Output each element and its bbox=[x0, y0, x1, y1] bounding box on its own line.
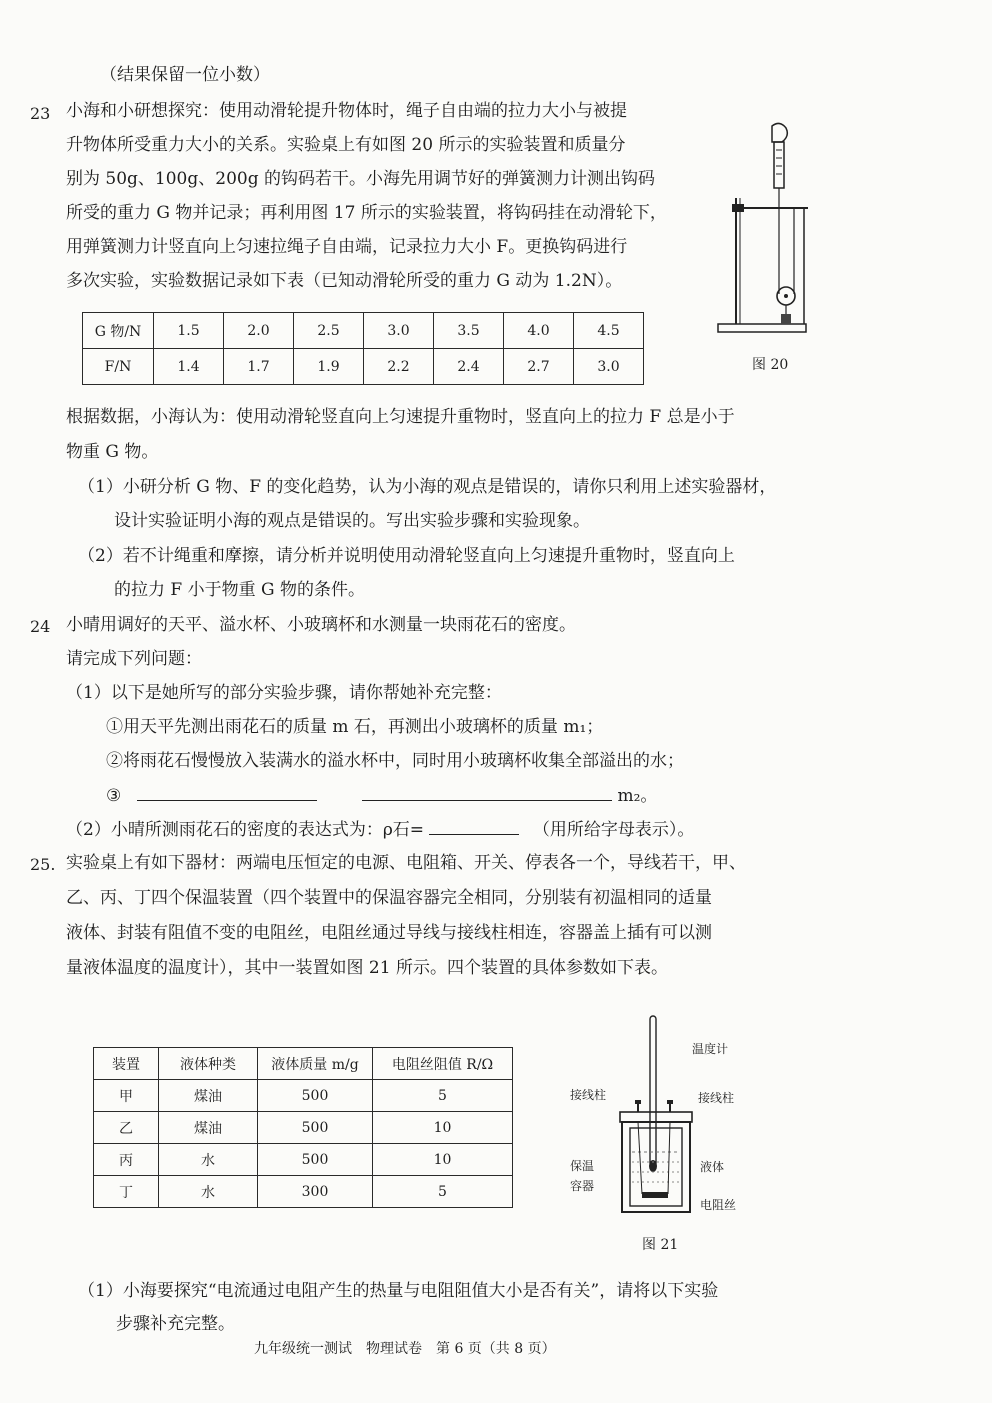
table-cell: 4.0 bbox=[504, 313, 574, 349]
label-terminal-left: 接线柱 bbox=[570, 1088, 607, 1102]
table-header-row bbox=[94, 1048, 513, 1080]
table-cell: 4.5 bbox=[574, 313, 644, 349]
q25-line: 量液体温度的温度计），其中一装置如图 21 所示。四个装置的具体参数如下表。 bbox=[66, 958, 668, 978]
question-24-number: 24 bbox=[30, 617, 51, 636]
table-cell: 2.7 bbox=[504, 349, 574, 385]
question-25-number: 25. bbox=[30, 855, 56, 874]
q23-sub1-line: 设计实验证明小海的观点是错误的。写出实验步骤和实验现象。 bbox=[114, 511, 590, 531]
table-row bbox=[94, 1080, 513, 1112]
label-thermometer: 温度计 bbox=[692, 1042, 729, 1056]
table-cell: 水 bbox=[159, 1176, 258, 1208]
column-header: 装置 bbox=[94, 1048, 159, 1080]
table-cell: 2.4 bbox=[434, 349, 504, 385]
table-cell: 5 bbox=[373, 1080, 513, 1112]
q23-after-line: 根据数据，小海认为：使用动滑轮竖直向上匀速提升重物时，竖直向上的拉力 F 总是小于 bbox=[66, 407, 735, 427]
q24-sub2-suffix: （用所给字母表示）。 bbox=[532, 820, 695, 840]
q23-sub2-line: 的拉力 F 小于物重 G 物的条件。 bbox=[114, 580, 365, 600]
q25-device-table bbox=[93, 1047, 513, 1208]
result-note: （结果保留一位小数） bbox=[100, 65, 270, 85]
q23-line: 升物体所受重力大小的关系。实验桌上有如图 20 所示的实验装置和质量分 bbox=[66, 135, 626, 155]
label-terminal-right: 接线柱 bbox=[698, 1091, 735, 1105]
q24-line: 请完成下列问题： bbox=[66, 649, 202, 669]
q24-step3 bbox=[106, 784, 657, 807]
table-cell: 2.5 bbox=[294, 313, 364, 349]
label-liquid: 液体 bbox=[700, 1160, 725, 1174]
table-cell: 丁 bbox=[94, 1176, 159, 1208]
column-header: 电阻丝阻值 R/Ω bbox=[373, 1048, 513, 1080]
row-label: G 物/N bbox=[83, 313, 154, 349]
table-cell: 乙 bbox=[94, 1112, 159, 1144]
q23-line: 用弹簧测力计竖直向上匀速拉绳子自由端，记录拉力大小 F。更换钩码进行 bbox=[66, 237, 628, 257]
q24-step1: ①用天平先测出雨花石的质量 m 石，再测出小玻璃杯的质量 m₁； bbox=[106, 717, 604, 737]
table-cell: 3.5 bbox=[434, 313, 504, 349]
q24-line: 小晴用调好的天平、溢水杯、小玻璃杯和水测量一块雨花石的密度。 bbox=[66, 615, 576, 635]
page-footer: 九年级统一测试 物理试卷 第 6 页（共 8 页） bbox=[254, 1341, 556, 1357]
table-cell: 煤油 bbox=[159, 1080, 258, 1112]
q23-line: 别为 50g、100g、200g 的钩码若干。小海先用调节好的弹簧测力计测出钩码 bbox=[66, 169, 655, 189]
row-label: F/N bbox=[83, 349, 154, 385]
q24-sub2-prefix: （2）小晴所测雨花石的密度的表达式为：ρ石= bbox=[66, 820, 425, 840]
table-cell: 1.5 bbox=[154, 313, 224, 349]
q23-line: 小海和小研想探究：使用动滑轮提升物体时，绳子自由端的拉力大小与被提 bbox=[66, 101, 627, 121]
table-cell: 煤油 bbox=[159, 1112, 258, 1144]
step3-blank[interactable] bbox=[137, 784, 317, 801]
table-cell: 3.0 bbox=[364, 313, 434, 349]
table-row bbox=[94, 1176, 513, 1208]
step3-blank-2[interactable] bbox=[362, 784, 612, 801]
q25-line: 液体、封装有阻值不变的电阻丝，电阻丝通过导线与接线柱相连，容器盖上插有可以测 bbox=[66, 923, 712, 943]
q23-data-table bbox=[82, 312, 644, 385]
table-cell: 1.4 bbox=[154, 349, 224, 385]
table-cell: 2.0 bbox=[224, 313, 294, 349]
figure-20-caption: 图 20 bbox=[752, 357, 789, 373]
q25-line: 实验桌上有如下器材：两端电压恒定的电源、电阻箱、开关、停表各一个，导线若干，甲、 bbox=[66, 853, 746, 873]
table-row bbox=[83, 349, 644, 385]
q23-line: 所受的重力 G 物并记录；再利用图 17 所示的实验装置，将钩码挂在动滑轮下， bbox=[66, 203, 667, 223]
column-header: 液体种类 bbox=[159, 1048, 258, 1080]
label-resistor-wire: 电阻丝 bbox=[700, 1198, 737, 1212]
table-row bbox=[94, 1144, 513, 1176]
table-cell: 1.9 bbox=[294, 349, 364, 385]
table-cell: 丙 bbox=[94, 1144, 159, 1176]
table-cell: 3.0 bbox=[574, 349, 644, 385]
q24-sub1: （1）以下是她所写的部分实验步骤，请你帮她补充完整： bbox=[66, 683, 502, 703]
table-row bbox=[83, 313, 644, 349]
pulley-apparatus-figure bbox=[712, 118, 822, 350]
table-cell: 10 bbox=[373, 1144, 513, 1176]
table-cell: 500 bbox=[258, 1144, 373, 1176]
q23-after-line: 物重 G 物。 bbox=[66, 442, 159, 462]
q23-sub1-line: （1）小研分析 G 物、F 的变化趋势，认为小海的观点是错误的，请你只利用上述实验器材， bbox=[78, 477, 777, 497]
table-cell: 500 bbox=[258, 1112, 373, 1144]
step3-marker: ③ bbox=[106, 786, 122, 806]
label-container: 保温容器 bbox=[570, 1159, 595, 1193]
table-cell: 2.2 bbox=[364, 349, 434, 385]
table-cell: 1.7 bbox=[224, 349, 294, 385]
table-cell: 水 bbox=[159, 1144, 258, 1176]
table-row bbox=[94, 1112, 513, 1144]
table-cell: 300 bbox=[258, 1176, 373, 1208]
step3-suffix: m₂。 bbox=[617, 786, 658, 806]
table-cell: 5 bbox=[373, 1176, 513, 1208]
q23-sub2-line: （2）若不计绳重和摩擦，请分析并说明使用动滑轮竖直向上匀速提升重物时，竖直向上 bbox=[78, 546, 735, 566]
figure-21-caption: 图 21 bbox=[642, 1237, 679, 1253]
q25-line: 乙、丙、丁四个保温装置（四个装置中的保温容器完全相同，分别装有初温相同的适量 bbox=[66, 888, 712, 908]
table-cell: 500 bbox=[258, 1080, 373, 1112]
density-answer-blank[interactable] bbox=[429, 818, 519, 835]
q24-sub2 bbox=[66, 818, 694, 841]
q25-sub1-line: 步骤补充完整。 bbox=[116, 1314, 235, 1334]
q25-sub1-line: （1）小海要探究“电流通过电阻产生的热量与电阻阻值大小是否有关”，请将以下实验 bbox=[78, 1281, 719, 1301]
table-cell: 甲 bbox=[94, 1080, 159, 1112]
q23-line: 多次实验，实验数据记录如下表（已知动滑轮所受的重力 G 动为 1.2N）。 bbox=[66, 271, 623, 291]
table-cell: 10 bbox=[373, 1112, 513, 1144]
column-header: 液体质量 m/g bbox=[258, 1048, 373, 1080]
q24-step2: ②将雨花石慢慢放入装满水的溢水杯中，同时用小玻璃杯收集全部溢出的水； bbox=[106, 751, 684, 771]
question-23-number: 23 bbox=[30, 104, 51, 123]
